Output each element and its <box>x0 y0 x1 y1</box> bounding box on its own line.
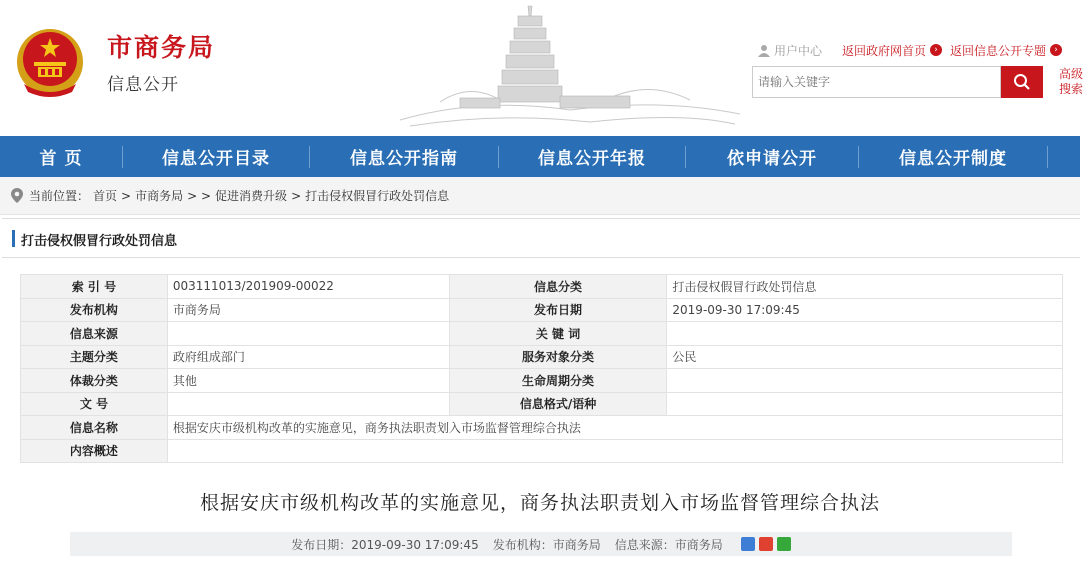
genre-value: 其他 <box>167 369 449 393</box>
genre-label: 体裁分类 <box>21 369 168 393</box>
search-input[interactable] <box>752 66 1001 98</box>
article-source: 信息来源：市商务局 <box>614 537 723 552</box>
keywords-value <box>667 322 1063 346</box>
audience-value: 公民 <box>667 345 1063 369</box>
arrow-right-icon: › <box>930 44 942 56</box>
national-emblem-icon <box>14 26 86 100</box>
publish-date-label: 发布日期 <box>449 298 667 322</box>
location-pin-icon <box>11 188 23 203</box>
table-row <box>21 369 1063 393</box>
nav-item-catalog[interactable]: 信息公开目录 <box>162 149 270 169</box>
table-row <box>21 392 1063 416</box>
doc-no-value <box>167 392 449 416</box>
info-topic-label: 返回信息公开专题 <box>950 43 1047 58</box>
topic-value: 政府组成部门 <box>167 345 449 369</box>
source-value <box>167 322 449 346</box>
share-wechat-icon[interactable] <box>777 537 791 551</box>
advanced-search-link[interactable]: 高级搜索 <box>1059 67 1084 96</box>
breadcrumb-label: 当前位置： <box>29 189 90 203</box>
site-subtitle: 信息公开 <box>107 75 179 95</box>
user-center-label: 用户中心 <box>774 43 823 58</box>
table-row <box>21 416 1063 440</box>
breadcrumb-bureau[interactable]: 市商务局 <box>135 189 184 203</box>
summary-value <box>167 439 1062 463</box>
breadcrumb-home[interactable]: 首页 <box>93 189 118 203</box>
format-value <box>667 392 1063 416</box>
topic-label: 主题分类 <box>21 345 168 369</box>
breadcrumb-consumption[interactable]: 促进消费升级 <box>215 189 288 203</box>
source-label: 信息来源 <box>21 322 168 346</box>
site-name: 市商务局 <box>107 33 216 62</box>
breadcrumb-separator: > > <box>187 188 212 203</box>
nav-item-apply[interactable]: 依申请公开 <box>727 149 817 169</box>
publisher-value: 市商务局 <box>167 298 449 322</box>
section-header <box>2 218 1080 258</box>
category-value: 打击侵权假冒行政处罚信息 <box>667 275 1063 299</box>
nav-item-guide[interactable]: 信息公开指南 <box>350 149 458 169</box>
keywords-label: 关 键 词 <box>449 322 667 346</box>
arrow-right-icon: › <box>1050 44 1062 56</box>
info-name-value: 根据安庆市级机构改革的实施意见，商务执法职责划入市场监督管理综合执法 <box>167 416 1062 440</box>
index-no-label: 索 引 号 <box>21 275 168 299</box>
breadcrumb-separator: > <box>291 188 302 203</box>
share-weibo-icon[interactable] <box>759 537 773 551</box>
publish-date-value: 2019-09-30 17:09:45 <box>667 298 1063 322</box>
nav-divider <box>1047 146 1048 168</box>
info-topic-link[interactable] <box>950 42 1062 59</box>
table-row <box>21 298 1063 322</box>
breadcrumb <box>0 177 1080 215</box>
nav-item-rules[interactable]: 信息公开制度 <box>899 149 1007 169</box>
article-publisher: 发布机构：市商务局 <box>492 537 601 552</box>
search-button[interactable] <box>1001 66 1043 98</box>
breadcrumb-current[interactable]: 打击侵权假冒行政处罚信息 <box>305 189 450 203</box>
article-date: 发布日期：2019-09-30 17:09:45 <box>291 537 479 552</box>
share-buttons <box>741 537 791 551</box>
section-title: 打击侵权假冒行政处罚信息 <box>21 234 178 249</box>
format-label: 信息格式/语种 <box>449 392 667 416</box>
audience-label: 服务对象分类 <box>449 345 667 369</box>
top-links <box>758 41 1070 59</box>
gov-home-link[interactable] <box>842 42 942 59</box>
table-row <box>21 322 1063 346</box>
user-icon <box>758 44 770 57</box>
nav-item-home[interactable]: 首 页 <box>39 149 83 169</box>
lifecycle-label: 生命周期分类 <box>449 369 667 393</box>
info-table <box>20 274 1063 463</box>
nav-item-annual-report[interactable]: 信息公开年报 <box>538 149 646 169</box>
publisher-label: 发布机构 <box>21 298 168 322</box>
breadcrumb-separator: > <box>121 188 132 203</box>
summary-label: 内容概述 <box>21 439 168 463</box>
info-name-label: 信息名称 <box>21 416 168 440</box>
table-row <box>21 275 1063 299</box>
lifecycle-value <box>667 369 1063 393</box>
site-header <box>0 0 1084 135</box>
pagoda-illustration-icon <box>400 2 740 134</box>
article-title: 根据安庆市级机构改革的实施意见，商务执法职责划入市场监督管理综合执法 <box>199 492 880 514</box>
section-accent-bar <box>12 230 15 247</box>
category-label: 信息分类 <box>449 275 667 299</box>
main-nav <box>0 136 1080 177</box>
user-center-link[interactable] <box>758 42 822 59</box>
index-no-value: 003111013/201909-00022 <box>167 275 449 299</box>
doc-no-label: 文 号 <box>21 392 168 416</box>
article-meta-bar <box>70 532 1012 556</box>
table-row <box>21 439 1063 463</box>
share-plus-icon[interactable] <box>741 537 755 551</box>
table-row <box>21 345 1063 369</box>
gov-home-label: 返回政府网首页 <box>842 43 927 58</box>
search-icon <box>1013 73 1031 91</box>
